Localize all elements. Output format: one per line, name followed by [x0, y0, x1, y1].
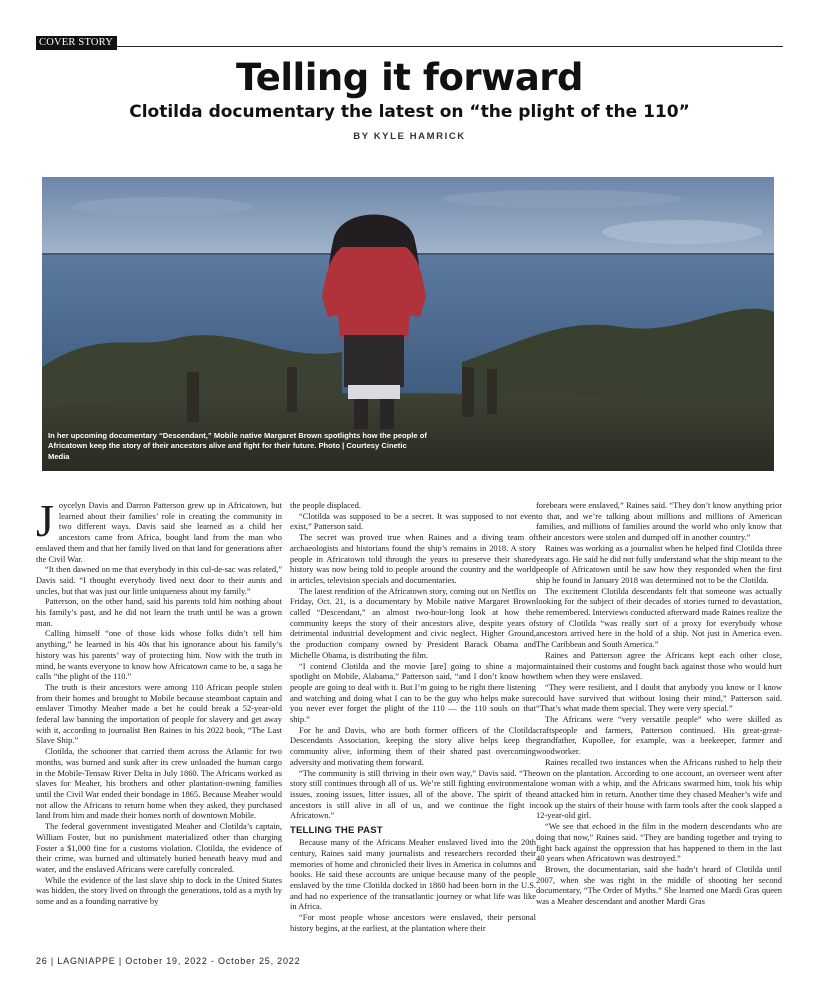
article-paragraph: The truth is their ancestors were among 110 African people stolen from their homes and brought to Mobile because steamboat captain and enslaver Timothy Meaher made a bet he could break a 52-year-old federal law banning the importation of people for slavery and get away with it, according to journalist Ben Raines in his 2022 book, “The Last Slave Ship.” — [36, 681, 282, 746]
article-column-1 — [36, 495, 283, 907]
lead-photo — [42, 177, 774, 471]
lead-photo-illustration — [42, 177, 774, 471]
article-paragraph: “Clotilda was supposed to be a secret. It was supposed to not even exist,” Patterson said. — [290, 510, 536, 532]
article-paragraph: “We see that echoed in the film in the modern descendants who are doing that now,” Raines said. “They are banding together and trying to fight back against the oppression that has happened to them in the last 40 years when Africatown was destroyed.” — [536, 821, 782, 864]
article-paragraph: While the evidence of the last slave ship to dock in the United States was hidden, the story lived on through the generations, told as a myth by some and as a founding narrative by — [36, 874, 282, 907]
article-paragraph: The Africans were “very versatile people” who were skilled as craftspeople and farmers, Patterson continued. His great-great-grandfather, Kupollee, for example, was a beekeeper, farmer and woodworker. — [536, 714, 782, 757]
section-tag: COVER STORY — [36, 36, 117, 50]
byline: BY KYLE HAMRICK — [353, 131, 466, 142]
article-paragraph: Patterson, on the other hand, said his parents told him nothing about his family’s past, and he did not learn the truth until he was a grown man. — [36, 596, 282, 628]
page-footer: 26 | LAGNIAPPE | October 19, 2022 - October 25, 2022 — [36, 956, 301, 966]
article-paragraph: The federal government investigated Meaher and Clotilda’s captain, William Foster, but no punishment materialized other than charging Foster a $1,000 fine for a customs violation. Clotilda, the evidence of their crime, was burned and ultimately buried beneath heavy mud and water, and the enslaved Africans were carefully concealed. — [36, 821, 282, 874]
article-paragraph: “The community is still thriving in their own way,” Davis said. “The story still continues through all of us. We’re still fighting environmental issues, zoning issues, litter issues, all of the above. The spirit of the ancestors is still alive in all of us, and we continue the fight in Africatown.” — [290, 767, 536, 821]
article-paragraph: Raines and Patterson agree the Africans kept each other close, maintained their customs and fought back against those who would hurt them when they were enslaved. — [536, 649, 782, 682]
article-paragraph: The secret was proved true when Raines and a diving team of archaeologists and historians found the ship’s remains in 2018. A story people in Africatown told through the years to preserve their shared history was now being told to people around the country and the world in articles, television specials and documentaries. — [290, 532, 536, 585]
article-paragraph: For he and Davis, who are both former officers of the Clotilda Descendants Association, keeping the story alive helps keep the community alive, informing them of their shared past overcoming adversity and motivating them forward. — [290, 724, 536, 767]
article-paragraph: “For most people whose ancestors were enslaved, their personal history begins, at the earliest, at the plantation where their — [290, 912, 536, 933]
article-paragraph: Raines was working as a journalist when he helped find Clotilda three years ago. He said he did not fully understand what the ship meant to the people of Africatown until he saw how they responded when the first ship he found in January 2018 was determined not to be the Clotilda. — [536, 542, 782, 585]
article-paragraph: Joycelyn Davis and Darron Patterson grew up in Africatown, but learned about their families’ role in creating the community in two different ways. Davis said she learned as a child her ancestors came from Africa, bought land from the man who enslaved them and that her family lived on that land for generations after the Civil War. — [36, 495, 283, 564]
article-paragraph: The excitement Clotilda descendants felt that someone was actually looking for the subject of their decades of stories turned to devastation, he remembered. Interviews conducted afterward made Raines realize the story of Clotilda “was really sort of a proxy for everybody whose ancestors arrived here in the hold of a ship. Not just in America even. The Caribbean and South America.” — [536, 585, 782, 650]
section-subhead: TELLING THE PAST — [290, 825, 383, 837]
article-column-2 — [290, 500, 536, 933]
article-paragraph: Because many of the Africans Meaher enslaved lived into the 20th century, Raines said many journalists and researchers recorded their memories of home and chronicled their lives in America in columns and books. He said these accounts are unique because many of the people enslaved by the time Clotilda docked in 1860 had been born in the U.S. and had no experience of the transatlantic journey or what life was like in Africa. — [290, 837, 536, 912]
article-paragraph: Brown, the documentarian, said she hadn’t heard of Clotilda until 2007, when she was right in the middle of shooting her second documentary, “The Order of Myths.” She learned one Mardi Gras queen was a Meaher descendant and another Mardi Gras — [536, 863, 782, 907]
article-paragraph: The latest rendition of the Africatown story, coming out on Netflix on Friday, Oct. 21, is a documentary by Mobile native Margaret Brown called “Descendant,” an almost two-hour-long look at how the community keeps the story of their ancestors alive, despite years of detrimental industrial development and civic neglect. Higher Ground, the production company owned by President Barack Obama and Michelle Obama, is distributing the film. — [290, 585, 536, 660]
article-paragraph: Clotilda, the schooner that carried them across the Atlantic for two months, was burned and sunk after its crew unloaded the human cargo in the Mobile-Tensaw River Delta in July 1860. The Africans worked as slaves for Meaher, his brothers and other plantation-owning families until the Civil War ended their bondage in 1865. Because Meaher would not allow the Africans to return home when they asked, they purchased land from him and made their homes north of downtown Mobile. — [36, 746, 282, 821]
article-column-3 — [536, 500, 782, 907]
article-paragraph: “They were resilient, and I doubt that anybody you know or I know could have survived that without losing their mind,” Patterson said. “That’s what made them special. They were very special.” — [536, 681, 782, 714]
article-paragraph: “It then dawned on me that everybody in this cul-de-sac was related,” Davis said. “I thought everybody lived next door to their aunts and uncles, but that was just our little uniqueness about my family.” — [36, 564, 282, 596]
article-paragraph: “I contend Clotilda and the movie [are] going to shine a major spotlight on Mobile, Alabama,” Patterson said, “and I don’t know how people are going to deal with it. But I’m going to be right there listening and watching and doing what I can to be the guy who helps make sure you never ever forget the plight of the 110 — the 110 souls on that ship.” — [290, 660, 536, 725]
headline: Telling it forward — [235, 56, 584, 99]
article-paragraph: the people displaced. — [290, 500, 361, 510]
article-paragraph: Raines recalled two instances when the Africans rushed to help their own on the plantation. According to one account, an overseer went after one woman with a whip, and the Africans swarmed him, took his whip and attacked him in return. Another time they chased Meaher’s wife and cook up the stairs of their house with farm tools after the cook slapped a 12-year-old girl. — [536, 756, 782, 821]
photo-caption: In her upcoming documentary “Descendant,” Mobile native Margaret Brown spotlights how the people of Africatown keep the story of their ancestors alive and fight for their future. Photo | Courtesy Cinetic Media — [48, 430, 427, 461]
drop-cap: J — [36, 495, 54, 546]
subheadline: Clotilda documentary the latest on “the plight of the 110” — [129, 102, 690, 122]
article-paragraph: forebears were enslaved,” Raines said. “They don’t know anything prior to that, and we’re talking about millions and millions of American families, and millions of families around the world who only know that their ancestors were stolen and dumped off in another country.” — [536, 500, 782, 543]
section-rule — [36, 46, 783, 47]
article-paragraph: Calling himself “one of those kids whose folks didn’t tell him anything,” he learned in his 40s that his ignorance about his family’s history was his parents’ way of protecting him. Now with the truth in mind, he wants everyone to know how Africatown came to be, a saga he calls “the plight of the 110.” — [36, 628, 282, 682]
